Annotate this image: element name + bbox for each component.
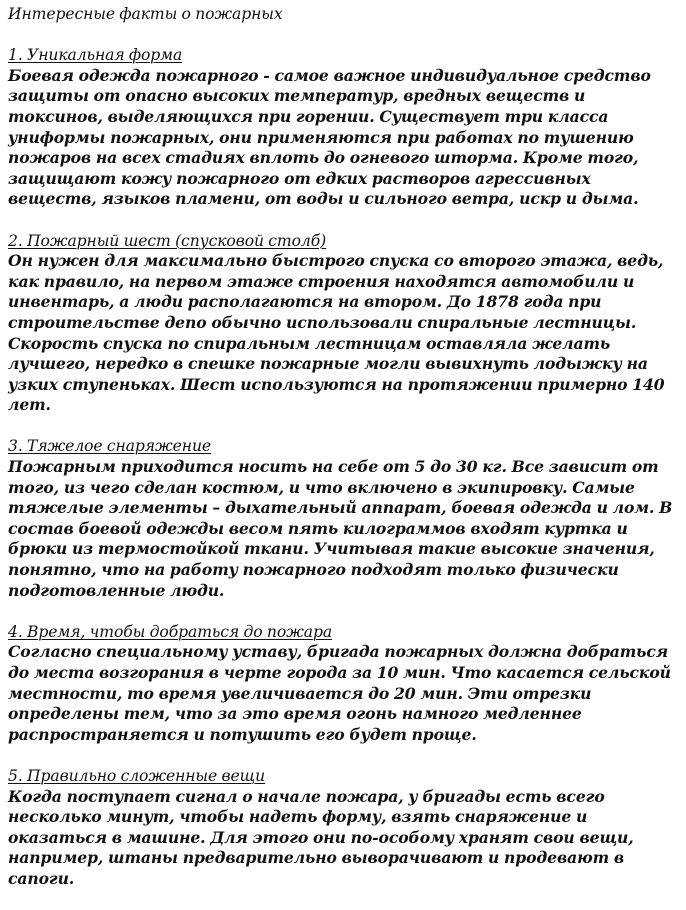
document-title: Интересные факты о пожарных xyxy=(8,5,283,23)
section-heading: 3. Тяжелое снаряжение xyxy=(8,437,212,456)
section-body: Согласно специальному уставу, бригада пожарных должна добраться до места возгорания в черте города за 10 мин. Что касается сельской местности, то время увеличивается до 20 мин. Эти отрезки определены тем, что за это время огонь намного медленнее распространяется и потушить его будет проще. xyxy=(8,642,671,744)
section-heading: 1. Уникальная форма xyxy=(8,46,183,65)
section-body: Боевая одежда пожарного - самое важное индивидуальное средство защиты от опасно высоких температур, вредных веществ и токсинов, выделяющихся при горении. Существует три класса униформы пожарных, они применяются при работах по тушению пожаров на всех стадиях вплоть до огневого шторма. Кроме того, защищают кожу пожарного от едких растворов агрессивных веществ, языков пламени, от воды и сильного ветра, искр и дыма. xyxy=(8,65,651,209)
section-body: Когда поступает сигнал о начале пожара, у бригады есть всего несколько минут, чтобы надеть форму, взять снаряжение и оказаться в машине. Для этого они по-особому хранят свои вещи, например, штаны предварительно выворачивают и продевают в сапоги. xyxy=(8,786,634,888)
section-heavy-equipment xyxy=(8,436,682,601)
section-folded-gear xyxy=(8,766,682,890)
section-unique-uniform xyxy=(8,45,682,210)
section-heading: 4. Время, чтобы добраться до пожара xyxy=(8,622,333,641)
section-body: Пожарным приходится носить на себе от 5 до 30 кг. Все зависит от того, из чего сделан костюм, и что включено в экипировку. Самые тяжелые элементы – дыхательный аппарат, боевая одежда и лом. В состав боевой одежды весом пять килограммов входят куртка и брюки из термостойкой ткани. Учитывая такие высокие значения, понятно, что на работу пожарного подходят только физически подготовленные люди. xyxy=(8,457,673,600)
section-heading: 2. Пожарный шест (спусковой столб) xyxy=(8,231,327,250)
document xyxy=(8,4,682,910)
section-body: Он нужен для максимально быстрого спуска со второго этажа, ведь, как правило, на первом этаже строения находятся автомобили и инвентарь, а люди располагаются на втором. До 1878 года при строительстве депо обычно использовали спиральные лестницы. Скорость спуска по спиральным лестницам оставляла желать лучшего, нередко в спешке пожарные могли вывихнуть лодыжку на узких ступеньках. Шест используются на протяжении примерно 140 лет. xyxy=(8,251,665,415)
section-heading: 5. Правильно сложенные вещи xyxy=(8,766,266,785)
section-fire-pole xyxy=(8,231,682,416)
section-response-time xyxy=(8,622,682,746)
